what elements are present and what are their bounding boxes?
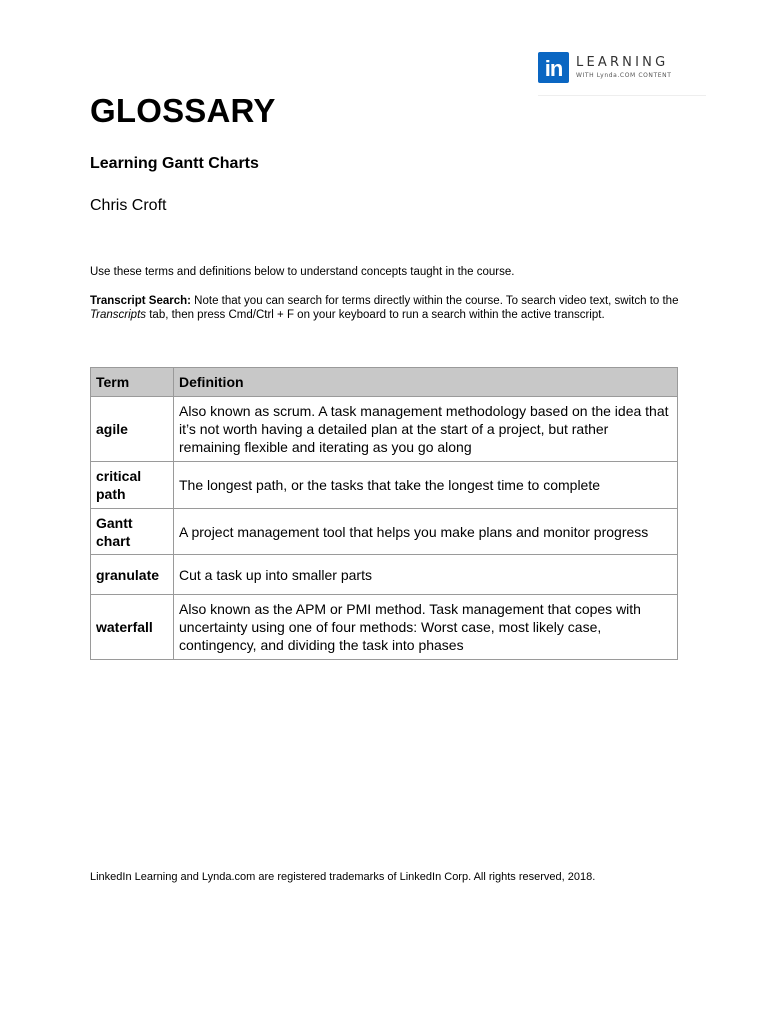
transcript-text-before: Note that you can search for terms directly within the course. To search video text, switch to the	[190, 295, 679, 307]
table-row	[91, 462, 678, 509]
term-column-header: Term	[91, 368, 174, 397]
author-name: Chris Croft	[90, 197, 167, 214]
logo-tagline: WITH Lynda.COM CONTENT	[576, 72, 672, 79]
table-row	[91, 595, 678, 660]
term-cell: critical path	[91, 462, 174, 509]
transcript-text-after: tab, then press Cmd/Ctrl + F on your keyboard to run a search within the active transcript.	[146, 309, 605, 321]
table-row	[91, 555, 678, 595]
transcripts-tab-name: Transcripts	[90, 309, 147, 321]
term-cell: Gantt chart	[91, 509, 174, 555]
transcript-search-label: Transcript Search:	[90, 295, 191, 307]
term-cell: agile	[91, 397, 174, 462]
term-cell: waterfall	[91, 595, 174, 660]
course-title: Learning Gantt Charts	[90, 155, 259, 172]
definition-cell: Also known as scrum. A task management methodology based on the idea that it’s not worth having a detailed plan at the start of a project, but rather remaining flexible and iterating as you go along	[174, 397, 678, 462]
definition-cell: Cut a task up into smaller parts	[174, 555, 678, 595]
transcript-search-note	[90, 294, 680, 322]
definition-column-header: Definition	[174, 368, 678, 397]
definition-cell: Also known as the APM or PMI method. Task management that copes with uncertainty using one of four methods: Worst case, most likely case, contingency, and dividing the task into phases	[174, 595, 678, 660]
linkedin-learning-logo	[538, 52, 706, 96]
definition-cell: The longest path, or the tasks that take the longest time to complete	[174, 462, 678, 509]
table-row	[91, 509, 678, 555]
logo-wordmark: LEARNING	[576, 55, 669, 70]
linkedin-icon: in	[538, 52, 569, 83]
term-cell: granulate	[91, 555, 174, 595]
table-header-row	[91, 368, 678, 397]
logo-divider	[538, 95, 706, 96]
glossary-table	[90, 367, 678, 660]
intro-text: Use these terms and definitions below to understand concepts taught in the course.	[90, 266, 515, 278]
trademark-footer: LinkedIn Learning and Lynda.com are registered trademarks of LinkedIn Corp. All rights reserved, 2018.	[90, 871, 596, 883]
table-row	[91, 397, 678, 462]
definition-cell: A project management tool that helps you make plans and monitor progress	[174, 509, 678, 555]
page-title: GLOSSARY	[90, 92, 276, 129]
